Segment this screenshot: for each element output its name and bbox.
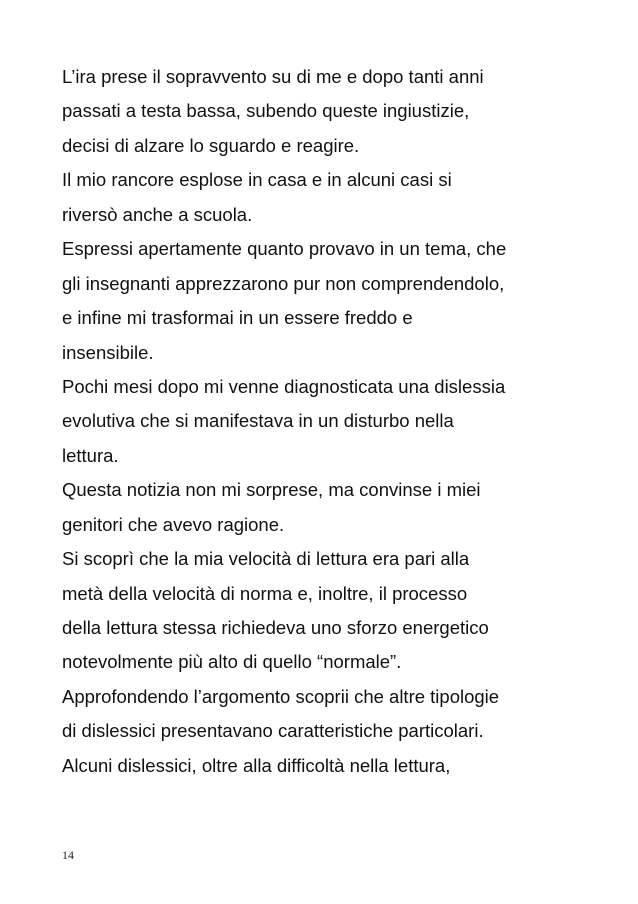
text-line: passati a testa bassa, subendo queste ingiustizie, <box>62 100 470 122</box>
text-line: metà della velocità di norma e, inoltre, il processo <box>62 582 468 604</box>
text-line: di dislessici presentavano caratteristiche particolari. <box>62 720 484 742</box>
text-line: Questa notizia non mi sorprese, ma convinse i miei <box>62 479 481 501</box>
text-line: e infine mi trasformai in un essere freddo e <box>62 307 413 329</box>
text-line: della lettura stessa richiedeva uno sforzo energetico <box>62 617 489 638</box>
page-number: 14 <box>62 848 74 862</box>
text-line: Si scoprì che la mia velocità di lettura era pari alla <box>62 548 470 570</box>
text-line: Il mio rancore esplose in casa e in alcuni casi si <box>62 169 452 191</box>
text-line: Pochi mesi dopo mi venne diagnosticata una dislessia <box>62 375 506 397</box>
text-line: Approfondendo l’argomento scoprii che altre tipologie <box>62 685 500 707</box>
text-line: riversò anche a scuola. <box>62 203 253 225</box>
body-text <box>62 60 602 783</box>
text-line: insensibile. <box>62 341 154 363</box>
text-line: evolutiva che si manifestava in un disturbo nella <box>62 410 454 432</box>
text-line: Alcuni dislessici, oltre alla difficoltà nella lettura, <box>62 754 451 776</box>
text-line: Espressi apertamente quanto provavo in un tema, che <box>62 238 507 260</box>
text-line: lettura. <box>62 444 119 466</box>
text-line: notevolmente più alto di quello “normale”. <box>62 651 402 673</box>
text-line: decisi di alzare lo sguardo e reagire. <box>62 134 360 156</box>
text-line: L’ira prese il sopravvento su di me e dopo tanti anni <box>62 66 484 87</box>
text-line: gli insegnanti apprezzarono pur non comprendendolo, <box>62 272 505 294</box>
text-line: genitori che avevo ragione. <box>62 513 285 535</box>
